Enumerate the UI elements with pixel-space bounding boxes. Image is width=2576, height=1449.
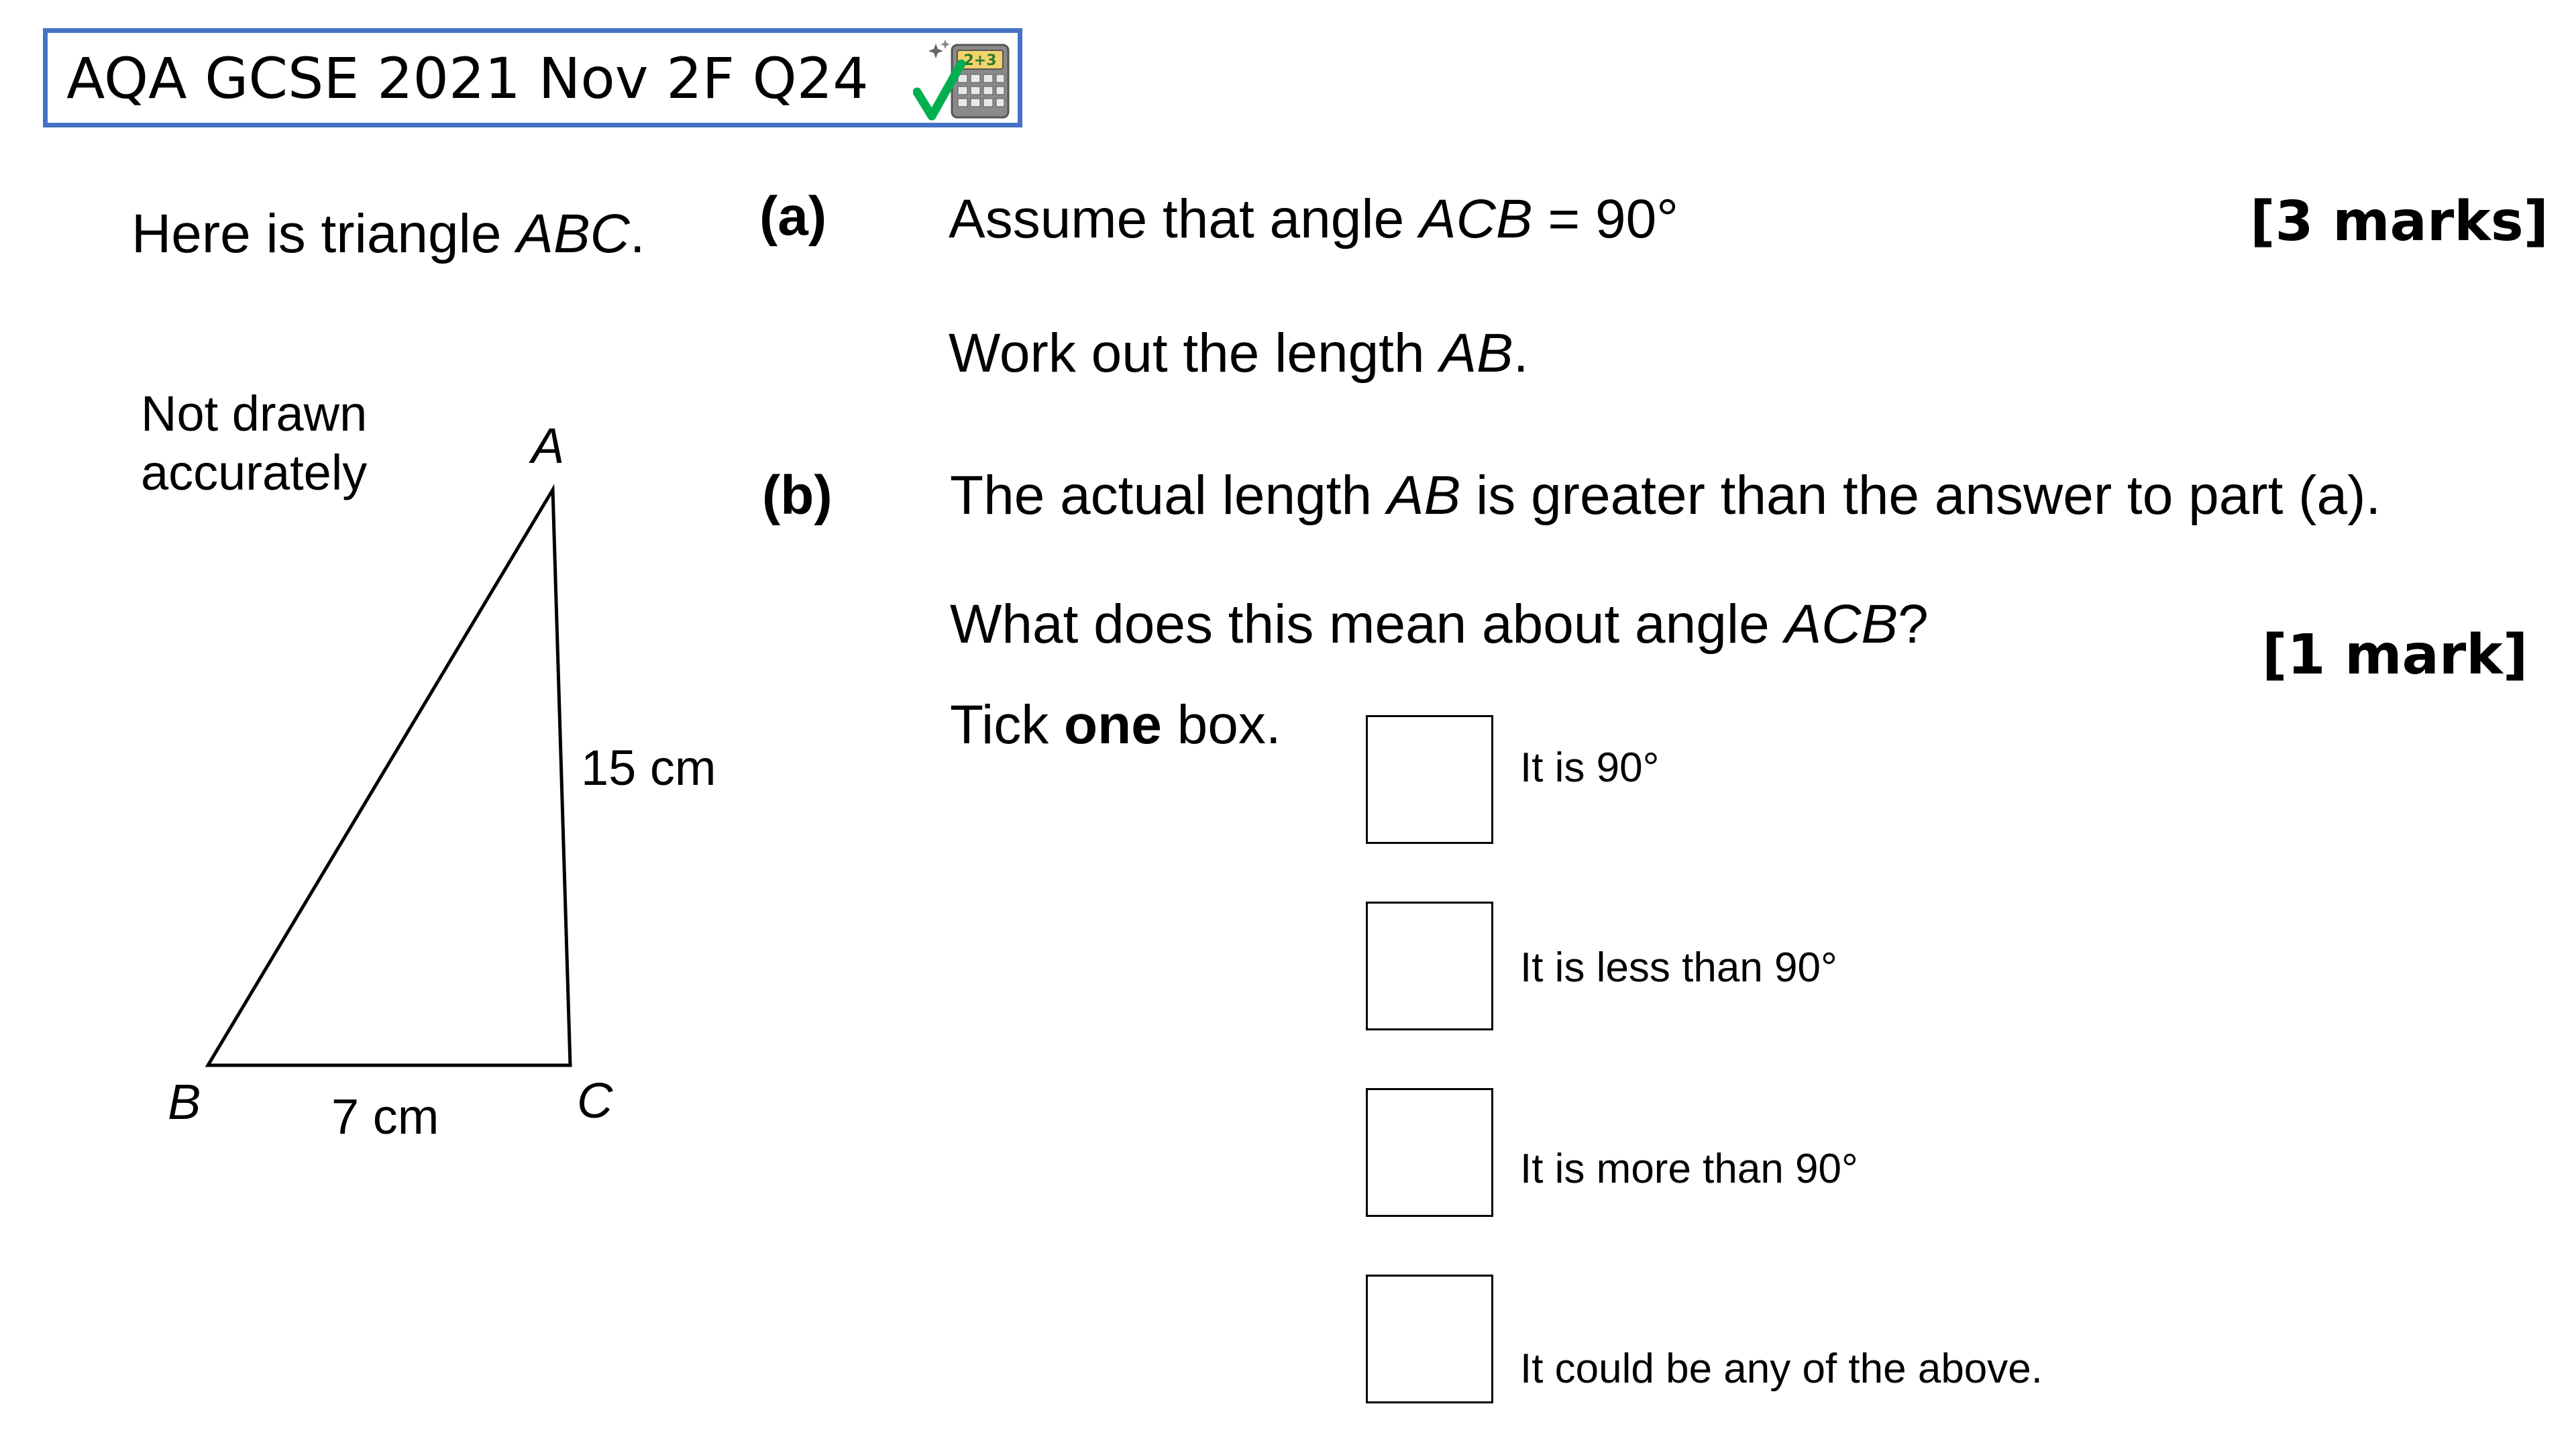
part-a-line1-prefix: Assume that angle	[949, 189, 1419, 250]
option-checkbox-1[interactable]	[1366, 715, 1493, 844]
option-checkbox-4[interactable]	[1366, 1275, 1493, 1403]
side-bc-length: 7 cm	[331, 1089, 439, 1144]
option-label-2: It is less than 90°	[1520, 945, 1837, 991]
part-b-line1-suffix: is greater than the answer to part (a).	[1460, 465, 2381, 526]
triangle-abc	[208, 490, 570, 1065]
intro-suffix: .	[629, 203, 645, 264]
tick-suffix: box.	[1161, 694, 1281, 755]
vertex-a-label: A	[531, 418, 565, 474]
option-label-4: It could be any of the above.	[1520, 1346, 2043, 1392]
vertex-c-label: C	[577, 1073, 613, 1128]
vertex-b-label: B	[168, 1074, 201, 1130]
calculator-allowed-icon	[913, 37, 1014, 124]
tick-prefix: Tick	[950, 694, 1065, 755]
length-name: AB	[1387, 465, 1461, 526]
part-b-line1-prefix: The actual length	[950, 465, 1387, 526]
option-checkbox-2[interactable]	[1366, 902, 1493, 1030]
length-name: AB	[1440, 323, 1513, 384]
tick-instruction	[950, 694, 1281, 755]
angle-name: ACB	[1784, 594, 1898, 655]
diagram-note-line1: Not drawn	[141, 386, 368, 441]
triangle-diagram	[0, 0, 805, 1208]
part-a-line2-prefix: Work out the length	[949, 323, 1440, 384]
part-a-line1	[949, 189, 1679, 250]
part-b-line2-prefix: What does this mean about angle	[950, 594, 1785, 655]
option-checkbox-3[interactable]	[1366, 1088, 1493, 1217]
option-label-3: It is more than 90°	[1520, 1146, 1858, 1192]
intro-prefix: Here is triangle	[131, 203, 517, 264]
part-b-line2	[950, 594, 1929, 655]
part-b-line1	[950, 465, 2381, 526]
tick-bold-word: one	[1064, 694, 1162, 755]
side-ac-length: 15 cm	[581, 740, 716, 796]
option-label-1: It is 90°	[1520, 745, 1660, 791]
part-a-line2	[949, 323, 1529, 384]
part-a-line2-suffix: .	[1513, 323, 1529, 384]
diagram-note-line2: accurately	[141, 445, 368, 500]
part-a-line1-suffix: = 90°	[1532, 189, 1679, 250]
svg-text:2+3: 2+3	[963, 52, 997, 69]
triangle-name: ABC	[517, 203, 630, 264]
part-a-marks: [3 marks]	[2250, 190, 2549, 254]
angle-name: ACB	[1419, 189, 1533, 250]
part-b-label: (b)	[762, 465, 833, 526]
question-title: AQA GCSE 2021 Nov 2F Q24	[66, 46, 869, 111]
part-a-label: (a)	[759, 186, 827, 247]
part-b-line2-suffix: ?	[1898, 594, 1929, 655]
part-b-marks: [1 mark]	[2262, 623, 2528, 687]
